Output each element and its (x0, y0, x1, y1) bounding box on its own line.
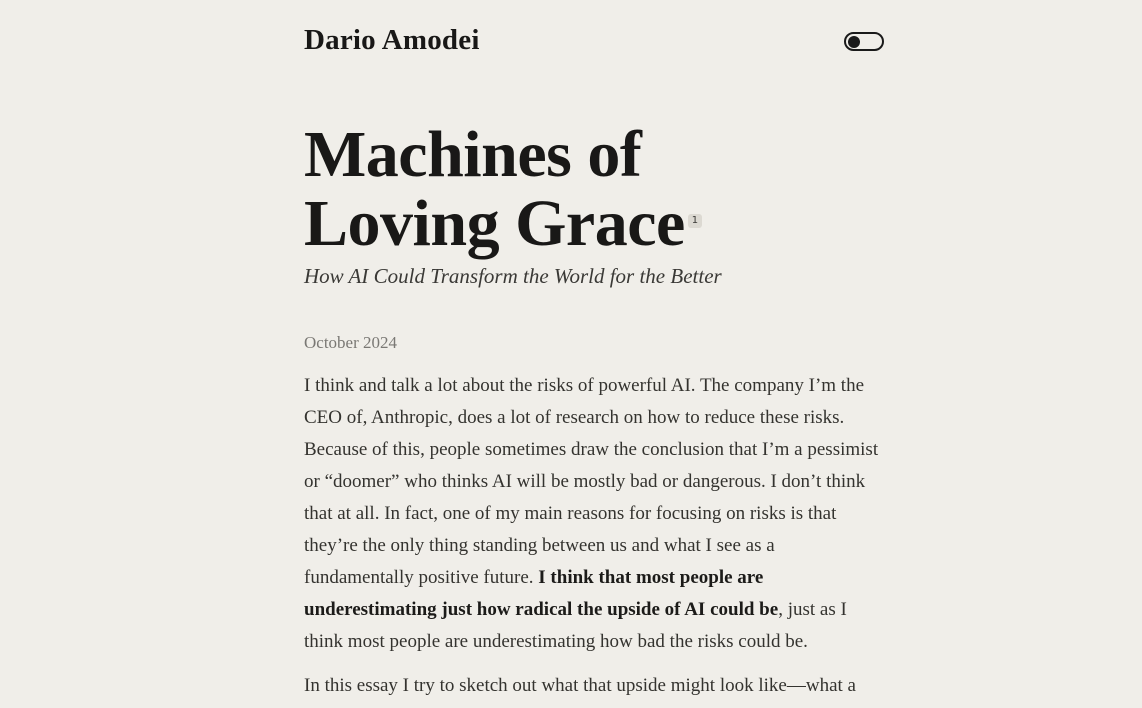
article (304, 120, 884, 702)
title-line-1: Machines of (304, 118, 642, 191)
article-subtitle: How AI Could Transform the World for the Better (304, 264, 722, 288)
paragraph-1 (304, 370, 884, 658)
paragraph-1-text-a: I think and talk a lot about the risks of powerful AI. The company I’m the CEO of, Anthropic, does a lot of research on how to reduce these risks. Because of this, people sometimes draw the conclusion that I’m a pessimist or “doomer” who thinks AI will be mostly bad or dangerous. I don’t think that at all. In fact, one of my main reasons for focusing on risks is that they’re the only thing standing between us and what I see as a fundamentally positive future. (304, 375, 879, 588)
site-title[interactable]: Dario Amodei (304, 24, 480, 56)
publication-date: October 2024 (304, 333, 398, 352)
article-title (304, 120, 884, 258)
paragraph-1-text-b: , just as I think most people are underestimating how bad the risks could be. (304, 599, 847, 652)
site-header (304, 20, 884, 64)
paragraph-2: In this essay I try to sketch out what that upside might look like—what a (304, 675, 856, 696)
title-line-2-text: Loving Grace (304, 187, 685, 260)
toggle-knob-icon (848, 36, 860, 48)
theme-toggle-switch[interactable] (844, 32, 884, 51)
paragraph-1-bold: I think that most people are underestimating just how radical the upside of AI could be (304, 567, 779, 620)
footnote-ref-1[interactable]: 1 (688, 214, 702, 228)
title-line-2 (304, 189, 884, 258)
